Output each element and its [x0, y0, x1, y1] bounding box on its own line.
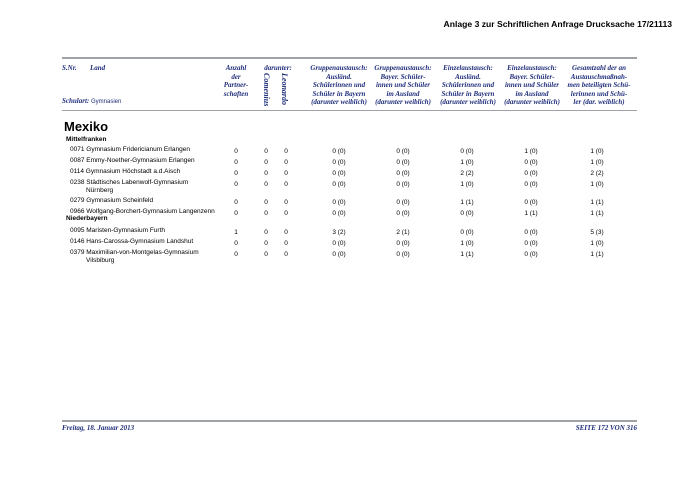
footer-date: Freitag, 18. Januar 2013: [62, 424, 135, 432]
school-name-line: 0114 Gymnasium Höchstadt a.d.Aisch: [70, 168, 181, 175]
school-name-line: Vilsbiburg: [86, 257, 115, 264]
value-cell: 0 (0): [396, 148, 410, 155]
count-cell: 0: [234, 199, 238, 206]
value-cell: 0 (0): [396, 181, 410, 188]
value-cell: 0 (0): [524, 199, 538, 206]
count-cell: 0: [234, 159, 238, 166]
header-line: ler (dar. weiblich): [573, 98, 625, 107]
value-cell: 0 (0): [396, 251, 410, 258]
value-cell: 0 (0): [332, 210, 346, 217]
value-cell: 1 (0): [460, 181, 474, 188]
school-name-line: 0379 Maximilian-von-Montgelas-Gymnasium: [70, 249, 199, 256]
header-line: innen und Schüler: [504, 81, 560, 90]
header-line: Gesamtzahl der an: [571, 64, 627, 72]
value-cell: 0 (0): [396, 159, 410, 166]
school-name: [70, 249, 230, 265]
header-line: im Ausland: [515, 89, 549, 98]
school-name: [70, 157, 230, 165]
count-cell: 0: [264, 210, 268, 217]
count-cell: 0: [234, 210, 238, 217]
header-line: im Ausland: [386, 89, 420, 98]
school-name-line: 0146 Hans-Carossa-Gymnasium Landshut: [70, 238, 194, 245]
value-cell: 2 (2): [590, 170, 604, 177]
header-line: Einzelaustausch:: [443, 64, 493, 72]
value-cell: 1 (1): [460, 251, 474, 258]
header-snr: S.Nr.: [62, 64, 77, 72]
header-line: Bayer. Schüler-: [509, 72, 555, 81]
value-cell: 1 (0): [460, 240, 474, 247]
header-col-total: [561, 64, 637, 107]
value-cell: 1 (0): [590, 159, 604, 166]
footer-page: SEITE 172 VON 316: [575, 424, 637, 432]
header-line: Bayer. Schüler-: [380, 72, 426, 81]
value-cell: 0 (0): [524, 229, 538, 236]
count-cell: 0: [264, 181, 268, 188]
header-line: Gruppenaustausch:: [374, 64, 432, 72]
school-name-line: Nürnberg: [86, 187, 114, 194]
count-cell: 0: [284, 181, 288, 188]
annex-title: Anlage 3 zur Schriftlichen Anfrage Drucksache 17/21113: [443, 19, 672, 29]
count-cell: 0: [264, 170, 268, 177]
value-cell: 0 (0): [460, 229, 474, 236]
value-cell: 1 (0): [524, 148, 538, 155]
value-cell: 0 (0): [332, 170, 346, 177]
header-top-rule: [62, 57, 637, 59]
header-line: (darunter weiblich): [311, 98, 367, 107]
value-cell: 0 (0): [460, 148, 474, 155]
header-land: Land: [90, 64, 106, 72]
header-partners-line: der: [231, 72, 241, 81]
school-name-line: 0071 Gymnasium Fridericianum Erlangen: [70, 146, 190, 153]
value-cell: 1 (0): [460, 159, 474, 166]
school-name-line: 0966 Wolfgang-Borchert-Gymnasium Langenzenn: [70, 208, 215, 215]
count-cell: 0: [264, 199, 268, 206]
header-line: Schülerinnen und: [441, 81, 495, 90]
header-schulart-label: Schulart:: [62, 97, 90, 105]
school-name: [70, 208, 230, 216]
value-cell: 2 (1): [396, 229, 410, 236]
count-cell: 0: [284, 159, 288, 166]
country-heading: Mexiko: [64, 119, 109, 134]
value-cell: 0 (0): [332, 240, 346, 247]
value-cell: 0 (0): [396, 240, 410, 247]
header-partners-line: schaften: [223, 89, 249, 98]
school-name: [70, 179, 230, 195]
header-line: innen und Schüler: [375, 81, 431, 90]
value-cell: 1 (1): [590, 251, 604, 258]
header-partners: [218, 64, 254, 98]
school-name: [70, 227, 230, 235]
header-col-single-out: [497, 64, 567, 107]
value-cell: 1 (0): [590, 148, 604, 155]
count-cell: 0: [234, 148, 238, 155]
header-line: Ausländ.: [455, 72, 481, 81]
school-name-line: 0279 Gymnasium Scheinfeld: [70, 197, 154, 204]
value-cell: 0 (0): [460, 210, 474, 217]
school-name: [70, 146, 230, 154]
value-cell: 1 (0): [590, 181, 604, 188]
header-leonardo: Leonardo: [280, 73, 289, 105]
value-cell: 0 (0): [396, 199, 410, 206]
value-cell: 5 (3): [590, 229, 604, 236]
value-cell: 0 (0): [332, 148, 346, 155]
count-cell: 0: [284, 251, 288, 258]
count-cell: 0: [284, 170, 288, 177]
count-cell: 0: [284, 229, 288, 236]
value-cell: 0 (0): [524, 181, 538, 188]
region-heading: Mittelfranken: [66, 136, 107, 143]
header-line: Schüler in Bayern: [312, 89, 366, 98]
value-cell: 0 (0): [332, 199, 346, 206]
header-col-group-in: [304, 64, 374, 107]
header-line: Einzelaustausch:: [507, 64, 557, 72]
header-line: Schüler in Bayern: [441, 89, 495, 98]
value-cell: 0 (0): [524, 251, 538, 258]
header-bottom-rule: [62, 110, 637, 111]
header-line: Gruppenaustausch:: [310, 64, 368, 72]
header-partners-line: Anzahl: [225, 64, 247, 72]
header-schulart-value: Gymnasien: [90, 99, 122, 105]
header-line: (darunter weiblich): [440, 98, 496, 107]
value-cell: 0 (0): [524, 159, 538, 166]
footer-rule: [62, 420, 637, 422]
school-name-line: 0087 Emmy-Noether-Gymnasium Erlangen: [70, 157, 195, 164]
school-name: [70, 238, 230, 246]
count-cell: 0: [264, 251, 268, 258]
header-line: (darunter weiblich): [504, 98, 560, 107]
count-cell: 0: [264, 229, 268, 236]
count-cell: 0: [284, 210, 288, 217]
value-cell: 1 (1): [524, 210, 538, 217]
header-partners-line: Partner-: [223, 81, 249, 90]
header-line: lerinnen und Schü-: [570, 89, 628, 98]
header-line: Austauschmaßnah-: [570, 72, 628, 81]
count-cell: 1: [234, 229, 238, 236]
header-comenius: Comenius: [262, 73, 271, 107]
header-col-single-in: [433, 64, 503, 107]
count-cell: 0: [284, 148, 288, 155]
header-line: men beteiligten Schü-: [567, 81, 631, 90]
header-darunter: darunter:: [264, 64, 292, 72]
value-cell: 0 (0): [396, 170, 410, 177]
value-cell: 3 (2): [332, 229, 346, 236]
value-cell: 1 (1): [460, 199, 474, 206]
header-col-group-out: [368, 64, 438, 107]
header-line: (darunter weiblich): [375, 98, 431, 107]
count-cell: 0: [264, 148, 268, 155]
value-cell: 0 (0): [396, 210, 410, 217]
count-cell: 0: [234, 170, 238, 177]
value-cell: 0 (0): [332, 181, 346, 188]
school-name: [70, 197, 230, 205]
header-line: Ausländ.: [326, 72, 352, 81]
value-cell: 1 (1): [590, 210, 604, 217]
count-cell: 0: [264, 159, 268, 166]
value-cell: 0 (0): [524, 240, 538, 247]
value-cell: 1 (1): [590, 199, 604, 206]
count-cell: 0: [234, 251, 238, 258]
value-cell: 0 (0): [524, 170, 538, 177]
count-cell: 0: [284, 199, 288, 206]
count-cell: 0: [284, 240, 288, 247]
count-cell: 0: [234, 181, 238, 188]
header-schulart: [62, 97, 121, 105]
value-cell: 0 (0): [332, 251, 346, 258]
value-cell: 2 (2): [460, 170, 474, 177]
school-name-line: 0095 Maristen-Gymnasium Furth: [70, 227, 166, 234]
header-line: Schülerinnen und: [312, 81, 366, 90]
region-heading: Niederbayern: [66, 215, 108, 222]
value-cell: 1 (0): [590, 240, 604, 247]
count-cell: 0: [264, 240, 268, 247]
count-cell: 0: [234, 240, 238, 247]
school-name: [70, 168, 230, 176]
value-cell: 0 (0): [332, 159, 346, 166]
school-name-line: 0238 Städtisches Labenwolf-Gymnasium: [70, 179, 189, 186]
